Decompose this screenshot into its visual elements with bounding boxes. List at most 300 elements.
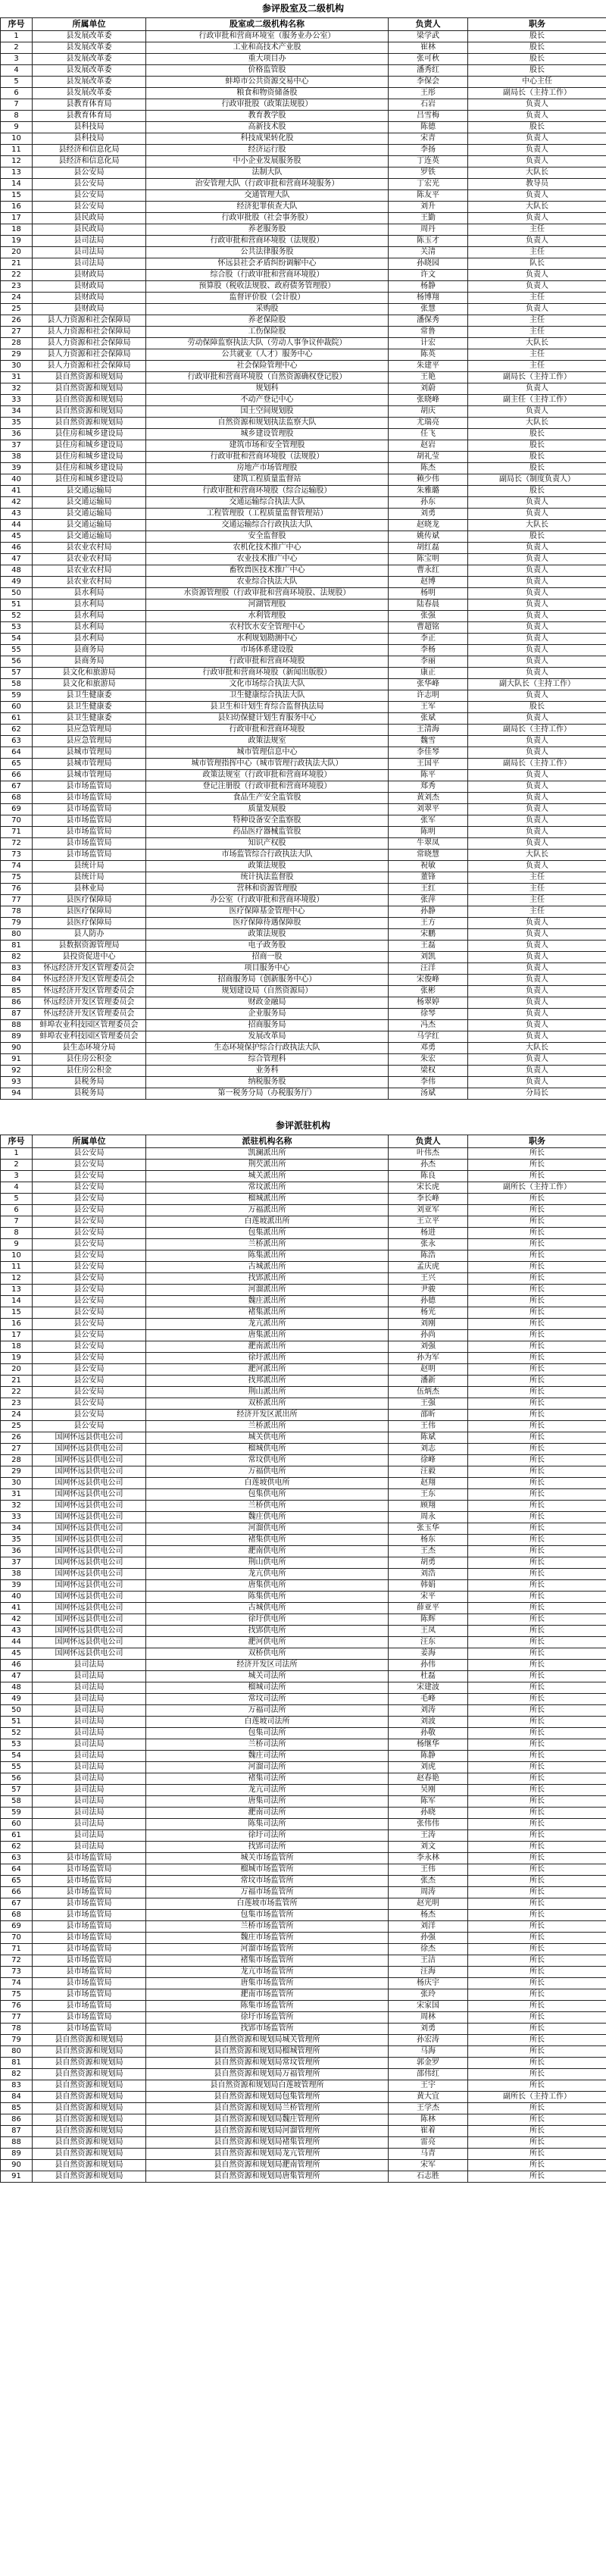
table-cell: 74	[1, 861, 33, 872]
table-cell: 所长	[468, 1523, 606, 1535]
table-cell: 宋建波	[389, 1682, 468, 1694]
table-row	[1, 1773, 606, 1785]
table-row	[1, 1978, 606, 1989]
table-cell: 宋家国	[389, 2001, 468, 2012]
table-row	[1, 1796, 606, 1808]
table-row	[1, 815, 606, 827]
table-cell: 所长	[468, 1910, 606, 1921]
table-cell: 股长	[468, 440, 606, 452]
table-cell: 负责人	[468, 827, 606, 838]
table-cell: 所长	[468, 1455, 606, 1466]
table-cell: 县公安局	[33, 1410, 146, 1421]
table-cell: 孙静	[389, 906, 468, 918]
table-cell: 63	[1, 736, 33, 747]
table-cell: 王东	[389, 1489, 468, 1501]
table-row	[1, 2012, 606, 2024]
table-cell: 所长	[468, 1239, 606, 1250]
table-cell: 县司法局	[33, 1751, 146, 1762]
table-cell: 所长	[468, 1330, 606, 1341]
table-cell: 所长	[468, 1830, 606, 1842]
table-row	[1, 1898, 606, 1910]
table-cell: 王磊	[389, 941, 468, 952]
table-row	[1, 1864, 606, 1876]
table-cell: 县公安局	[33, 1262, 146, 1273]
table-cell: 兰桥供电所	[146, 1501, 389, 1512]
table-cell: 县市场监管局	[33, 827, 146, 838]
table-cell: 办公室（行政审批和营商环境股）	[146, 895, 389, 906]
table-cell: 县自然资源和规划局	[33, 2092, 146, 2103]
table-row	[1, 656, 606, 668]
table-cell: 57	[1, 1785, 33, 1796]
table-cell: 92	[1, 1066, 33, 1077]
table-cell: 尤瑞亮	[389, 418, 468, 429]
column-header: 股室或二级机构名称	[146, 18, 389, 31]
table-cell: 县司法局	[33, 1819, 146, 1830]
table-cell: 淝河供电所	[146, 1637, 389, 1648]
table-cell: 县投资促进中心	[33, 952, 146, 963]
table-row	[1, 1728, 606, 1739]
table-row	[1, 88, 606, 99]
table-cell: 所长	[468, 1307, 606, 1319]
table-cell: 负责人	[468, 861, 606, 872]
table-cell: 负责人	[468, 622, 606, 634]
table-cell: 6	[1, 1205, 33, 1216]
table-cell: 30	[1, 361, 33, 372]
table-cell: 国网怀远县供电公司	[33, 1626, 146, 1637]
table-cell: 刘波	[389, 1717, 468, 1728]
table-row	[1, 1535, 606, 1546]
table-cell: 县自然资源和规划局	[33, 2058, 146, 2069]
table-row	[1, 1228, 606, 1239]
table-cell: 业务科	[146, 1066, 389, 1077]
table-cell: 万福市场监管所	[146, 1887, 389, 1898]
table-cell: 县市场监管局	[33, 2012, 146, 2024]
table-row	[1, 1455, 606, 1466]
table-cell: 2	[1, 42, 33, 54]
table-cell: 88	[1, 1020, 33, 1031]
table-cell: 伍炳杰	[389, 1387, 468, 1398]
table-cell: 所长	[468, 1478, 606, 1489]
table-cell: 县医疗保障局	[33, 895, 146, 906]
table-cell: 89	[1, 1031, 33, 1043]
table-cell: 高新技术股	[146, 122, 389, 133]
table-cell: 畜牧兽医技术推广中心	[146, 565, 389, 577]
table-cell: 县自然资源和规划局	[33, 418, 146, 429]
table-cell: 姚传斌	[389, 531, 468, 543]
table-cell: 招商一股	[146, 952, 389, 963]
table-row	[1, 941, 606, 952]
table-row	[1, 565, 606, 577]
table-cell: 宋平	[389, 1592, 468, 1603]
table-cell: 县公安局	[33, 1250, 146, 1262]
table-cell: 县科技局	[33, 133, 146, 145]
table-cell: 1	[1, 31, 33, 42]
table-cell: 县司法局	[33, 1660, 146, 1671]
table-cell: 国网怀远县供电公司	[33, 1637, 146, 1648]
table-cell: 孙伟	[389, 1660, 468, 1671]
table-cell: 县民政局	[33, 224, 146, 236]
table-cell: 公共法律服务股	[146, 247, 389, 258]
table-cell: 29	[1, 349, 33, 361]
table-cell: 87	[1, 1009, 33, 1020]
table-row	[1, 850, 606, 861]
table-row	[1, 2046, 606, 2058]
table-cell: 57	[1, 668, 33, 679]
table-cell: 任飞	[389, 429, 468, 440]
table-cell: 陈平	[389, 770, 468, 781]
table-cell: 39	[1, 463, 33, 474]
table-cell: 49	[1, 577, 33, 588]
table-cell: 包集市场监管所	[146, 1910, 389, 1921]
table-row	[1, 1626, 606, 1637]
table-cell: 所长	[468, 1444, 606, 1455]
table-cell: 副所长（主持工作）	[468, 2092, 606, 2103]
table-cell: 王学杰	[389, 2103, 468, 2114]
table-cell: 58	[1, 679, 33, 690]
table-cell: 县自然资源和规划局	[33, 2114, 146, 2126]
table-cell: 县公安局	[33, 1353, 146, 1364]
table-cell: 县市场监管局	[33, 793, 146, 804]
table-cell: 76	[1, 884, 33, 895]
table-cell: 张斌	[389, 713, 468, 725]
table-cell: 负责人	[468, 565, 606, 577]
table-row	[1, 1478, 606, 1489]
table-row	[1, 1853, 606, 1864]
table-cell: 县市场监管局	[33, 1853, 146, 1864]
table-cell: 15	[1, 1307, 33, 1319]
table-row	[1, 1205, 606, 1216]
table-cell: 县公安局	[33, 1182, 146, 1194]
table-cell: 82	[1, 2069, 33, 2080]
table-cell: 12	[1, 1273, 33, 1285]
table-cell: 顾翔	[389, 1501, 468, 1512]
table-cell: 负责人	[468, 236, 606, 247]
table-row	[1, 1148, 606, 1160]
table-row	[1, 736, 606, 747]
table-cell: 县公安局	[33, 1330, 146, 1341]
table-cell: 大队长	[468, 202, 606, 213]
table-cell: 张强	[389, 611, 468, 622]
table-cell: 褚集供电所	[146, 1535, 389, 1546]
table-row	[1, 463, 606, 474]
table-cell: 国网怀远县供电公司	[33, 1535, 146, 1546]
table-cell: 股长	[468, 42, 606, 54]
table-cell: 股长	[468, 31, 606, 42]
table-cell: 包集派出所	[146, 1228, 389, 1239]
table-cell: 县自然资源和规划局常坟管理所	[146, 2058, 389, 2069]
table-cell: 9	[1, 122, 33, 133]
table-cell: 县自然资源和规划局褚集管理所	[146, 2137, 389, 2149]
table-cell: 崔林	[389, 42, 468, 54]
table-cell: 所长	[468, 1694, 606, 1705]
table-cell: 所长	[468, 1762, 606, 1773]
table-cell: 主任	[468, 884, 606, 895]
table-cell: 19	[1, 236, 33, 247]
table-cell: 副大队长（主持工作）	[468, 679, 606, 690]
table-cell: 行政审批和营商环境股	[146, 725, 389, 736]
table-row	[1, 1512, 606, 1523]
table-cell: 周永	[389, 1512, 468, 1523]
table-cell: 17	[1, 213, 33, 224]
table-row	[1, 270, 606, 281]
table-cell: 王勤	[389, 213, 468, 224]
table-row	[1, 1910, 606, 1921]
table-cell: 唐集派出所	[146, 1330, 389, 1341]
table-cell: 县农业农村局	[33, 543, 146, 554]
table-cell: 陈斌	[389, 1432, 468, 1444]
table-cell: 34	[1, 1523, 33, 1535]
table-row	[1, 1410, 606, 1421]
table-cell: 县自然资源和规划局	[33, 406, 146, 418]
table-cell: 刘勇	[389, 2024, 468, 2035]
table-cell: 王伟	[389, 1864, 468, 1876]
table-cell: 陈辉	[389, 1614, 468, 1626]
table-cell: 县卫生健康委	[33, 702, 146, 713]
table-cell: 发展改革局	[146, 1031, 389, 1043]
table-cell: 负责人	[468, 929, 606, 941]
table-cell: 所长	[468, 1671, 606, 1682]
table-cell: 负责人	[468, 975, 606, 986]
table-cell: 县应急管理局	[33, 725, 146, 736]
table-cell: 县司法局	[33, 1808, 146, 1819]
table-cell: 国网怀远县供电公司	[33, 1466, 146, 1478]
table-cell: 行政审批股（社会事务股）	[146, 213, 389, 224]
table-cell: 王伟	[389, 1421, 468, 1432]
table-cell: 县自然资源和规划局	[33, 2171, 146, 2183]
table-cell: 县城市管理局	[33, 747, 146, 759]
table-cell: 县农业农村局	[33, 565, 146, 577]
table-cell: 所长	[468, 2171, 606, 2183]
table-cell: 周丹	[389, 224, 468, 236]
table-cell: 刘升	[389, 202, 468, 213]
table-cell: 4	[1, 65, 33, 77]
table-cell: 90	[1, 1043, 33, 1054]
table-cell: 83	[1, 963, 33, 975]
table-cell: 交通管理大队	[146, 190, 389, 202]
table-cell: 行政审批和营商环境室（服务业办公室）	[146, 31, 389, 42]
table-cell: 刘志	[389, 1444, 468, 1455]
table-row	[1, 145, 606, 156]
table-cell: 负责人	[468, 690, 606, 702]
table-cell: 41	[1, 486, 33, 497]
table-cell: 县公安局	[33, 1296, 146, 1307]
table-cell: 县自然资源和规划局	[33, 2080, 146, 2092]
table-cell: 国网怀远县供电公司	[33, 1569, 146, 1580]
table-cell: 40	[1, 474, 33, 486]
table-cell: 刘刚	[389, 1319, 468, 1330]
table-cell: 蚌埠农业科技园区管理委员会	[33, 1020, 146, 1031]
table-cell: 政策法规室（行政审批和营商环境股）	[146, 770, 389, 781]
table-cell: 自然资源和规划执法监察大队	[146, 418, 389, 429]
table-cell: 王强	[389, 1398, 468, 1410]
table-cell: 找郢司法所	[146, 1842, 389, 1853]
table-cell: 负责人	[468, 804, 606, 815]
table-cell: 10	[1, 133, 33, 145]
table-cell: 13	[1, 1285, 33, 1296]
table-cell: 所长	[468, 1569, 606, 1580]
table-cell: 所长	[468, 1194, 606, 1205]
table-cell: 41	[1, 1603, 33, 1614]
table-cell: 副局长（主持工作）	[468, 725, 606, 736]
table-cell: 74	[1, 1978, 33, 1989]
table-cell: 县司法局	[33, 1717, 146, 1728]
table-row	[1, 588, 606, 599]
table-cell: 股长	[468, 122, 606, 133]
table-cell: 县发展改革委	[33, 77, 146, 88]
table-cell: 县商务局	[33, 645, 146, 656]
table-cell: 淝南市场监管所	[146, 1989, 389, 2001]
table-cell: 市场体系建设股	[146, 645, 389, 656]
table-cell: 张萍	[389, 895, 468, 906]
table-row	[1, 1887, 606, 1898]
table-cell: 负责人	[468, 577, 606, 588]
table-cell: 中小企业发展服务股	[146, 156, 389, 167]
table-cell: 经济开发区司法所	[146, 1660, 389, 1671]
table-cell: 负责人	[468, 634, 606, 645]
table-cell: 政策法规股	[146, 861, 389, 872]
table-row	[1, 1239, 606, 1250]
table-row	[1, 77, 606, 88]
table-cell: 国网怀远县供电公司	[33, 1444, 146, 1455]
column-header: 负责人	[389, 1135, 468, 1148]
table-cell: 陈静	[389, 1751, 468, 1762]
table-row	[1, 179, 606, 190]
table-cell: 40	[1, 1592, 33, 1603]
table-cell: 荆山供电所	[146, 1557, 389, 1569]
table-cell: 工伤保险股	[146, 327, 389, 338]
table-cell: 县公安局	[33, 1376, 146, 1387]
table-cell: 陈德	[389, 122, 468, 133]
table-row	[1, 1330, 606, 1341]
table-cell: 规划建设局（自然资源局）	[146, 986, 389, 997]
table-cell: 石岩	[389, 99, 468, 111]
table-cell: 负责人	[468, 736, 606, 747]
table-cell: 潘新	[389, 1376, 468, 1387]
table-row	[1, 99, 606, 111]
table-cell: 叶伟杰	[389, 1148, 468, 1160]
table-cell: 县数据资源管理局	[33, 941, 146, 952]
table-cell: 王国平	[389, 759, 468, 770]
table-row	[1, 1580, 606, 1592]
table-cell: 安全监督股	[146, 531, 389, 543]
table-cell: 副主任（主持工作）	[468, 395, 606, 406]
table-cell: 县经济和信息化局	[33, 156, 146, 167]
table-cell: 所长	[468, 1785, 606, 1796]
column-header: 职务	[468, 1135, 606, 1148]
table-row	[1, 42, 606, 54]
table-row	[1, 486, 606, 497]
table-cell: 杨杰	[389, 1910, 468, 1921]
table-cell: 养老服务股	[146, 224, 389, 236]
table-cell: 唐集市场监管所	[146, 1978, 389, 1989]
table-cell: 28	[1, 338, 33, 349]
table-cell: 93	[1, 1077, 33, 1088]
table-cell: 建筑工程质量监督站	[146, 474, 389, 486]
table-cell: 负责人	[468, 406, 606, 418]
table-cell: 34	[1, 406, 33, 418]
table-cell: 县城市管理局	[33, 759, 146, 770]
table-cell: 负责人	[468, 543, 606, 554]
table-cell: 72	[1, 1955, 33, 1967]
table-cell: 经济运行股	[146, 145, 389, 156]
table-cell: 所长	[468, 1808, 606, 1819]
table-cell: 县统计局	[33, 872, 146, 884]
table-cell: 卫生健康综合执法大队	[146, 690, 389, 702]
table-cell: 所长	[468, 1728, 606, 1739]
table-cell: 县司法局	[33, 258, 146, 270]
table-row	[1, 713, 606, 725]
table-cell: 县市场监管局	[33, 1921, 146, 1933]
table-cell: 负责人	[468, 1009, 606, 1020]
table-cell: 国网怀远县供电公司	[33, 1592, 146, 1603]
table-cell: 负责人	[468, 133, 606, 145]
table-cell: 85	[1, 986, 33, 997]
table-cell: 县司法局	[33, 1773, 146, 1785]
table-cell: 67	[1, 1898, 33, 1910]
table-cell: 72	[1, 838, 33, 850]
table-cell: 县市场监管局	[33, 1910, 146, 1921]
table-cell: 85	[1, 2103, 33, 2114]
table-row	[1, 1160, 606, 1171]
table-cell: 国网怀远县供电公司	[33, 1489, 146, 1501]
table-cell: 龙亢派出所	[146, 1319, 389, 1330]
table-cell: 52	[1, 1728, 33, 1739]
table-cell: 李永林	[389, 1853, 468, 1864]
table-row	[1, 133, 606, 145]
table-cell: 梁权	[389, 1066, 468, 1077]
table-cell: 凯澜派出所	[146, 1148, 389, 1160]
table-row	[1, 1819, 606, 1830]
table-cell: 65	[1, 759, 33, 770]
table-cell: 县市场监管局	[33, 781, 146, 793]
table-row	[1, 2171, 606, 2183]
table-cell: 河溜供电所	[146, 1523, 389, 1535]
table-row	[1, 895, 606, 906]
table-cell: 县市场监管局	[33, 838, 146, 850]
table-cell: 王涛	[389, 1830, 468, 1842]
table-row	[1, 1054, 606, 1066]
table-cell: 90	[1, 2160, 33, 2171]
table-cell: 59	[1, 1808, 33, 1819]
table-cell: 县人力资源和社会保障局	[33, 327, 146, 338]
table-cell: 所长	[468, 1216, 606, 1228]
table-row	[1, 2035, 606, 2046]
table-cell: 教导员	[468, 179, 606, 190]
table-cell: 项目服务中心	[146, 963, 389, 975]
table-cell: 城关派出所	[146, 1171, 389, 1182]
table-cell: 宋鹏	[389, 929, 468, 941]
table-row	[1, 111, 606, 122]
table-cell: 股长	[468, 65, 606, 77]
table-cell: 县生态环境分局	[33, 1043, 146, 1054]
table-cell: 60	[1, 702, 33, 713]
table-cell: 县医疗保障局	[33, 906, 146, 918]
table-cell: 73	[1, 1967, 33, 1978]
table-cell: 荆芡派出所	[146, 1160, 389, 1171]
table-cell: 白莲坡司法所	[146, 1717, 389, 1728]
table-row	[1, 1307, 606, 1319]
table-cell: 91	[1, 2171, 33, 2183]
table-cell: 荆山派出所	[146, 1387, 389, 1398]
table-cell: 治安管理大队（行政审批和营商环境服务）	[146, 179, 389, 190]
table-cell: 徐杰	[389, 1944, 468, 1955]
table-cell: 张华峰	[389, 679, 468, 690]
table-cell: 县自然资源和规划局	[33, 372, 146, 383]
table-cell: 县市场监管局	[33, 1887, 146, 1898]
table-row	[1, 645, 606, 656]
table-cell: 4	[1, 1182, 33, 1194]
table-row	[1, 372, 606, 383]
